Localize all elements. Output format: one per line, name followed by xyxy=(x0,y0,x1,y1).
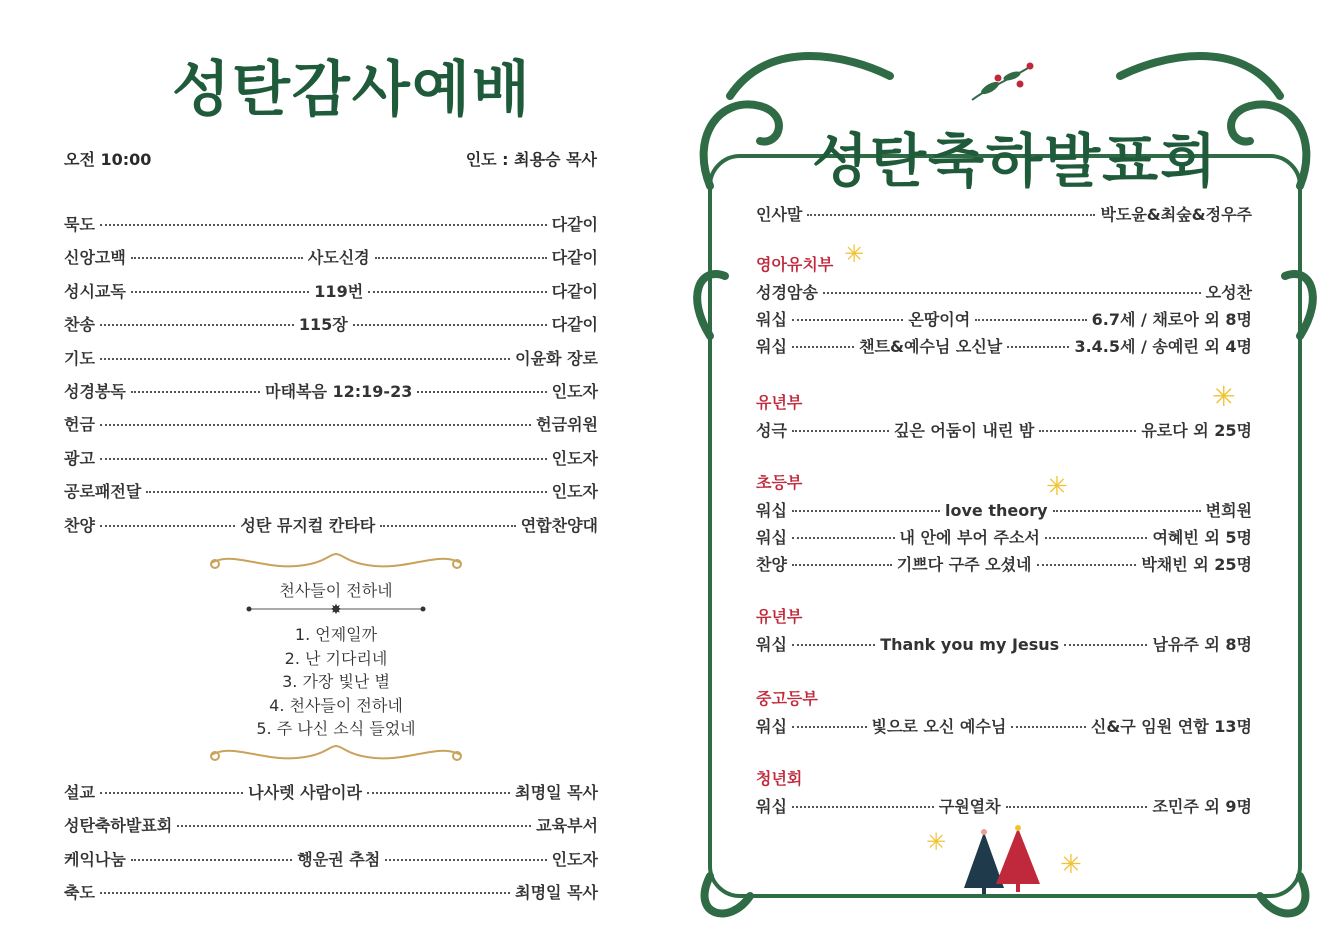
order-row xyxy=(64,780,598,803)
dot-leader xyxy=(417,391,546,393)
performance-row xyxy=(756,280,1252,303)
row-item: 내 안에 부어 주소서 xyxy=(899,528,1040,547)
row-value: 다같이 xyxy=(551,248,598,268)
row-label: 케익나눔 xyxy=(64,849,126,869)
song-item: 5. 주 나신 소식 들었네 xyxy=(256,719,416,738)
order-row xyxy=(64,847,598,870)
dot-leader xyxy=(353,324,547,326)
row-value: 조민주 외 9명 xyxy=(1152,797,1252,816)
row-label: 워십 xyxy=(756,797,787,816)
dot-leader xyxy=(100,792,243,794)
row-value: 이윤화 장로 xyxy=(515,348,598,368)
dot-leader xyxy=(100,324,294,326)
row-label: 찬양 xyxy=(64,515,95,535)
row-value: 박채빈 외 25명 xyxy=(1141,555,1252,574)
row-item: 마태복음 12:19-23 xyxy=(265,382,413,401)
row-value: 여혜빈 외 5명 xyxy=(1152,528,1252,547)
dot-leader xyxy=(807,214,1095,216)
dot-leader xyxy=(975,319,1086,321)
row-value: 3.4.5세 / 송예린 외 4명 xyxy=(1074,337,1252,356)
dot-leader xyxy=(100,458,547,460)
dot-leader xyxy=(792,537,895,539)
row-item: 119번 xyxy=(314,281,364,301)
row-value: 오성찬 xyxy=(1205,283,1252,302)
dot-leader xyxy=(1045,537,1148,539)
order-row xyxy=(64,212,598,235)
row-value: 6.7세 / 채로아 외 8명 xyxy=(1091,310,1252,329)
dot-leader xyxy=(367,792,510,794)
ornament-top xyxy=(205,550,467,576)
song-item: 2. 난 기다리네 xyxy=(284,648,388,668)
row-label: 찬송 xyxy=(64,315,95,335)
christmas-tree-icon xyxy=(960,822,1044,896)
order-row xyxy=(64,312,598,335)
dot-leader xyxy=(100,358,510,360)
row-value: 최명일 목사 xyxy=(515,783,599,802)
section-heading: 유년부 xyxy=(756,393,803,412)
row-item: 챈트&예수님 오신날 xyxy=(859,337,1003,356)
row-value: 인도자 xyxy=(551,849,598,869)
row-value: 인도자 xyxy=(551,382,598,401)
row-label: 축도 xyxy=(64,883,95,903)
row-item: 기쁘다 구주 오셨네 xyxy=(896,555,1032,574)
row-label: 워십 xyxy=(756,528,787,547)
dot-leader xyxy=(131,391,260,393)
row-value: 다같이 xyxy=(551,315,598,335)
dot-leader xyxy=(100,525,236,527)
performance-row xyxy=(756,334,1252,357)
dot-leader xyxy=(792,430,889,432)
row-value: 박도윤&최숲&정우주 xyxy=(1100,205,1252,224)
row-item: 성탄 뮤지컬 칸타타 xyxy=(240,515,376,535)
row-value: 남유주 외 8명 xyxy=(1152,635,1253,654)
row-label: 성극 xyxy=(756,421,787,440)
row-label: 헌금 xyxy=(64,415,95,435)
row-value: 유로다 외 25명 xyxy=(1141,421,1252,440)
dot-leader xyxy=(1007,346,1069,348)
ornament-bottom xyxy=(205,742,467,768)
row-item: 깊은 어둠이 내린 밤 xyxy=(893,421,1035,440)
row-item: love theory xyxy=(945,501,1048,520)
row-label: 워십 xyxy=(756,337,787,356)
section-heading: 유년부 xyxy=(756,607,803,626)
dot-leader xyxy=(792,319,903,321)
dot-leader xyxy=(792,564,892,566)
row-label: 성시교독 xyxy=(64,281,126,301)
performance-row xyxy=(756,632,1252,655)
dot-leader xyxy=(1064,644,1147,646)
order-row xyxy=(64,479,598,502)
performance-row xyxy=(756,498,1252,521)
order-row xyxy=(64,379,598,402)
dot-leader xyxy=(131,291,309,293)
song-item: 1. 언제일까 xyxy=(294,625,378,644)
dot-leader xyxy=(792,510,940,512)
greeting-row xyxy=(756,202,1252,225)
row-value: 헌금위원 xyxy=(536,415,598,435)
cantata-title: 천사들이 전하네 xyxy=(279,581,393,600)
section-heading: 초등부 xyxy=(756,473,803,492)
service-leader: 인도 : 최용승 목사 xyxy=(465,150,597,169)
performance-row xyxy=(756,307,1252,330)
order-row xyxy=(64,880,598,903)
row-value: 교육부서 xyxy=(536,816,598,836)
dot-leader xyxy=(1011,726,1086,728)
left-title: 성탄감사예배 xyxy=(172,55,532,125)
row-value: 신&구 임원 연합 13명 xyxy=(1090,717,1252,736)
row-label: 워십 xyxy=(756,635,787,654)
dot-leader xyxy=(792,346,854,348)
performance-row xyxy=(756,552,1252,575)
dot-leader xyxy=(823,292,1201,294)
dot-leader xyxy=(1037,564,1137,566)
star-icon: ✳ xyxy=(1060,850,1082,880)
order-row xyxy=(64,513,598,536)
row-item: 구원열차 xyxy=(938,797,1001,816)
row-item: 행운권 추첨 xyxy=(297,849,381,869)
song-item: 4. 천사들이 전하네 xyxy=(269,695,403,715)
row-label: 성탄축하발표회 xyxy=(64,816,173,836)
row-label: 워십 xyxy=(756,501,787,520)
row-item: 빛으로 오신 예수님 xyxy=(871,717,1007,736)
section-heading: 중고등부 xyxy=(756,689,818,708)
dot-leader xyxy=(100,224,547,226)
right-title: 성탄축하발표회 xyxy=(812,127,1219,195)
order-row xyxy=(64,346,598,369)
order-row xyxy=(64,412,598,435)
dot-leader xyxy=(131,859,292,861)
row-value: 인도자 xyxy=(551,448,598,468)
row-label: 찬양 xyxy=(756,555,787,574)
row-value: 다같이 xyxy=(551,215,598,234)
order-row xyxy=(64,813,598,836)
dot-leader xyxy=(1006,806,1148,808)
performance-row xyxy=(756,525,1252,548)
section-heading: 영아유치부 xyxy=(756,255,834,274)
dot-leader xyxy=(792,726,867,728)
row-item: 나사렛 사람이라 xyxy=(248,783,362,802)
dot-leader xyxy=(380,525,516,527)
star-icon: ✳ xyxy=(926,828,947,856)
dot-leader xyxy=(1039,430,1136,432)
dot-leader xyxy=(177,825,531,827)
dot-leader xyxy=(368,291,546,293)
row-value: 다같이 xyxy=(551,281,598,301)
row-label: 설교 xyxy=(64,783,95,802)
performance-row xyxy=(756,714,1252,737)
row-label: 묵도 xyxy=(64,215,95,234)
service-time: 오전 10:00 xyxy=(64,150,152,169)
row-label: 광고 xyxy=(64,448,95,468)
row-label: 신앙고백 xyxy=(64,248,126,268)
performance-row xyxy=(756,418,1252,441)
row-value: 인도자 xyxy=(551,482,598,502)
row-value: 최명일 목사 xyxy=(515,883,598,903)
dot-leader xyxy=(100,892,510,894)
song-item: 3. 가장 빛난 별 xyxy=(282,672,390,691)
dot-leader xyxy=(1053,510,1201,512)
row-label: 성경봉독 xyxy=(64,382,126,401)
divider-ornament xyxy=(246,602,426,616)
order-row xyxy=(64,245,598,268)
star-icon: ✳ xyxy=(1212,380,1236,413)
row-label: 워십 xyxy=(756,717,787,736)
dot-leader xyxy=(146,491,546,493)
star-icon: ✳ xyxy=(844,240,865,268)
dot-leader xyxy=(792,806,934,808)
dot-leader xyxy=(385,859,546,861)
dot-leader xyxy=(792,644,875,646)
performance-row xyxy=(756,794,1252,817)
row-item: 사도신경 xyxy=(307,248,370,268)
row-value: 변희원 xyxy=(1205,501,1253,520)
row-label: 기도 xyxy=(64,348,95,368)
svg-text:✸: ✸ xyxy=(330,602,342,618)
dot-leader xyxy=(375,257,547,259)
row-label: 인사말 xyxy=(756,205,803,224)
section-heading: 청년회 xyxy=(756,769,803,788)
holly-icon xyxy=(968,58,1040,104)
row-label: 성경암송 xyxy=(756,283,818,302)
row-item: Thank you my Jesus xyxy=(880,635,1060,654)
row-item: 115장 xyxy=(298,315,348,335)
row-label: 워십 xyxy=(756,310,787,329)
row-label: 공로패전달 xyxy=(64,482,142,502)
dot-leader xyxy=(131,257,303,259)
row-value: 연합찬양대 xyxy=(520,515,598,535)
dot-leader xyxy=(100,424,531,426)
star-icon: ✳ xyxy=(1046,472,1068,502)
order-row xyxy=(64,279,598,302)
order-row xyxy=(64,446,598,469)
row-item: 온땅이여 xyxy=(908,310,971,329)
